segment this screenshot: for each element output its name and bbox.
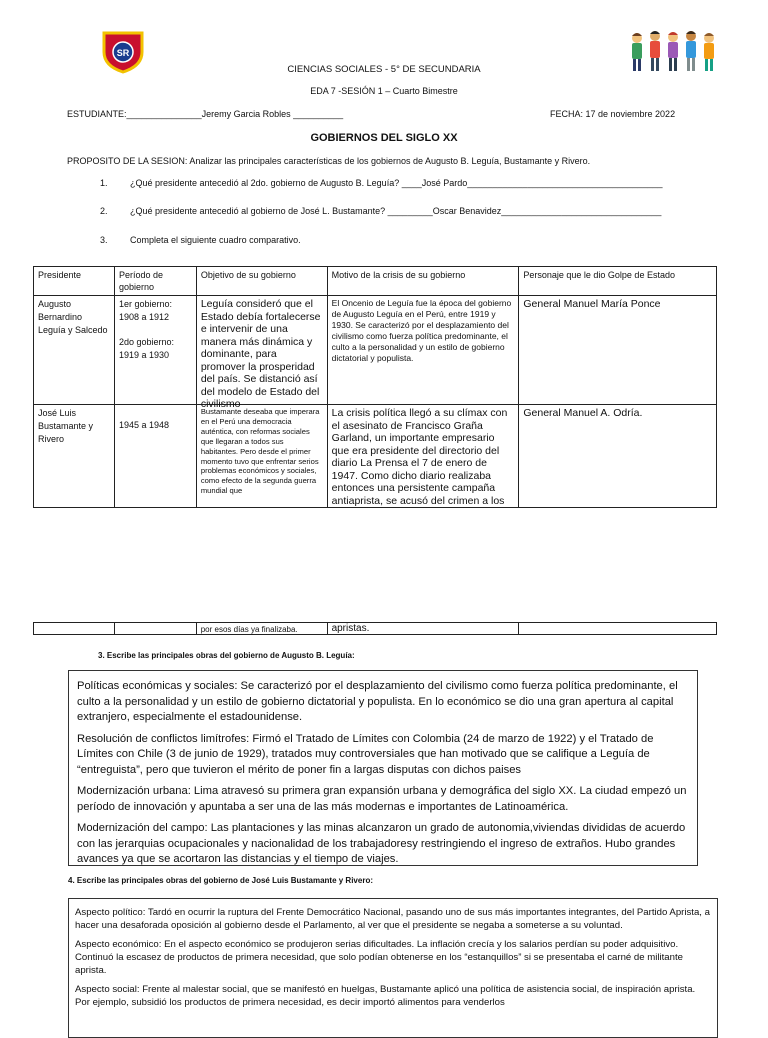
item-body: : Firmó el Tratado de Límites con Colombia (24 de marzo de 1922) y el Tratado de Límites con Chile (3 de junio de 1929), tratados muy controversiales que han motivado que se califique a Leguía de “entreguista”, pero que tuvieron el mérito de poner fin a largas disputas con dichos paises: [77, 732, 654, 776]
date-line: FECHA: 17 de noviembre 2022: [550, 109, 676, 119]
page-title: GOBIERNOS DEL SIGLO XX: [310, 132, 458, 144]
section-4-box: [68, 898, 718, 1038]
item-body: : Tardó en ocurrir la ruptura del Frente Democrático Nacional, pasando uno de sus más importantes integrantes, del Partido Aprista, a hacer una desaforada oposición al gobierno desde el Parlamento, al ver que el presidente se negaba a someterse a su voluntad.: [75, 907, 710, 931]
question-text: ¿Qué presidente antecedió al 2do. gobierno de Augusto B. Leguía? ____José Pardo_______________________________________: [130, 178, 663, 188]
question-number: 3.: [100, 235, 108, 245]
header-coup: Personaje que le dio Golpe de Estado: [519, 267, 717, 296]
cell-objective: [196, 296, 327, 410]
crisis-text: La crisis política llegó a su clímax con el asesinato de Francisco Graña Garland, un importante empresario que era presidente del directorio del diario La Prensa el 7 de enero de 1947. Como dicho diario realizaba entonces una persistente campaña antiaprista, se acusó del crimen a los: [331, 407, 508, 507]
item-body: : Se caracterizó por el desplazamiento del civilismo como fuerza política predominante, el culto a la personalidad y un estilo de gobierno dictatorial y populista. En lo económico se dio una gran apertura al capital extranjero, especialmente el estadounidense.: [77, 680, 678, 723]
table-header-row: [34, 267, 717, 296]
section-3-box: [68, 670, 698, 866]
table-continuation: [33, 622, 717, 635]
cell-coup: [519, 296, 717, 405]
coup-leader: General Manuel María Ponce: [523, 298, 661, 310]
cell-period: [114, 623, 196, 635]
list-item: [77, 732, 689, 779]
coup-leader: General Manuel A. Odría.: [523, 407, 643, 419]
item-heading: Modernización del campo: [77, 822, 205, 834]
table-row: [34, 405, 717, 508]
crisis-continuation: apristas.: [327, 623, 519, 635]
list-item: [75, 983, 711, 1009]
logo-text: SR: [116, 48, 130, 58]
item-heading: Aspecto económico: [75, 939, 159, 950]
question-3: [100, 235, 301, 245]
crisis-text: El Oncenio de Leguía fue la época del gobierno de Augusto Leguía en el Perú, entre 1919 y 1930. Se caracterizó por el desplazamiento del civilismo como fuerza política predominante, el culto a la personalidad y un estilo de gobierno dictatorial y populista.: [331, 298, 512, 363]
student-tail: __________: [290, 109, 344, 119]
section-3-label: 3. Escribe las principales obras del gobierno de Augusto B. Leguía:: [98, 651, 355, 660]
objective-text: Bustamante deseaba que imperara en el Perú una democracia auténtica, con reformas sociales que llegaran a todos sus habitantes. Pero desde el primer momento tuvo que enfrentar serios problemas económicos y sociales, como efecto de la segunda guerra mundial que: [200, 407, 320, 496]
item-body: : Las plantaciones y las minas alcanzaron un grado de autonomia,viviendas divididas de acuerdo con las jerarquias ocupacionales y nacionalidad de los trabajadoresy restringiendo el ingreso de extraños. Hubo grandes avances ya que se acortaron las distancias y el tiempo de viajes.: [77, 822, 686, 865]
question-text: ¿Qué presidente antecedió al gobierno de José L. Bustamante? _________Oscar Benavidez________________________________: [130, 206, 662, 216]
period-second: 2do gobierno: 1919 a 1930: [118, 337, 174, 360]
header-objective: Objetivo de su gobierno: [196, 267, 327, 296]
session-subtitle: EDA 7 -SESIÓN 1 – Cuarto Bimestre: [310, 86, 458, 96]
president-name: José Luis Bustamante y Rivero: [38, 408, 94, 444]
item-heading: Resolución de conflictos limítrofes: [77, 732, 247, 745]
header-crisis: Motivo de la crisis de su gobierno: [327, 267, 519, 296]
student-name: Jeremy Garcia Robles: [201, 109, 291, 119]
objective-text: Leguía consideró que el Estado debía fortalecerse e intervenir de una manera más dinámica y dominante, para promover la prosperidad del país. Se distanció así del modelo de Estado del civilismo: [200, 298, 321, 410]
question-text: Completa el siguiente cuadro comparativo.: [130, 235, 301, 245]
cell-period: [114, 296, 196, 405]
table-row: [34, 623, 717, 635]
header-period: Período de gobierno: [114, 267, 196, 296]
cell-president: [34, 296, 115, 405]
question-2: [100, 206, 661, 216]
president-name: Augusto Bernardino Leguía y Salcedo: [38, 299, 108, 335]
period-first: 1er gobierno: 1908 a 1912: [118, 299, 172, 322]
list-item: [75, 938, 711, 977]
comparison-table: [33, 266, 717, 508]
item-heading: Políticas económicas y sociales: [77, 680, 235, 692]
list-item: [77, 821, 689, 868]
student-label: ESTUDIANTE:_______________: [67, 109, 202, 119]
course-title: CIENCIAS SOCIALES - 5° DE SECUNDARIA: [287, 64, 481, 75]
question-1: [100, 178, 662, 188]
cell-crisis: [327, 296, 519, 405]
cell-president: [34, 405, 115, 508]
cell-objective: [196, 405, 327, 508]
period-first: 1945 a 1948: [118, 420, 169, 430]
list-item: [75, 906, 711, 932]
cell-period: [114, 405, 196, 508]
question-number: 1.: [100, 178, 108, 188]
student-line: [67, 109, 343, 119]
list-item: [77, 784, 689, 815]
cell-coup: [519, 405, 717, 508]
cell-president: [34, 623, 115, 635]
list-item: [77, 679, 689, 726]
session-purpose: PROPOSITO DE LA SESION: Analizar las principales características de los gobiernos de Augusto B. Leguía, Bustamante y Rivero.: [67, 156, 591, 166]
item-body: : En el aspecto económico se produjeron serias dificultades. La inflación crecía y los salarios perdían su poder adquisitivo. Continuó la escasez de productos de primera necesidad, que solo podían obtenerse en los “estanquillos” si se presentaba el carné de militante aprista.: [75, 939, 683, 976]
item-body: : Lima atravesó su primera gran expansión urbana y demográfica del siglo XX. La ciudad empezó un período de innovación y apuntaba a ser una de las más modernas e importantes de Latinoamérica.: [77, 785, 687, 813]
table-row: [34, 296, 717, 405]
item-body: : Frente al malestar social, que se manifestó en huelgas, Bustamante aplicó una política de asistencia social, de inspiración aprista. Por ejemplo, subsidió los productos de primera necesidad, es decir importó alimentos para venderlos: [75, 984, 696, 1008]
cell-coup: [519, 623, 717, 635]
item-heading: Aspecto social: [75, 984, 137, 995]
item-heading: Modernización urbana: [77, 785, 188, 797]
header-president: Presidente: [34, 267, 115, 296]
cell-crisis: [327, 405, 519, 508]
objective-continuation: por esos días ya finalizaba.: [196, 623, 327, 635]
item-heading: Aspecto político: [75, 907, 143, 918]
question-number: 2.: [100, 206, 108, 216]
section-4-label: 4. Escribe las principales obras del gobierno de José Luis Bustamante y Rivero:: [68, 876, 373, 885]
